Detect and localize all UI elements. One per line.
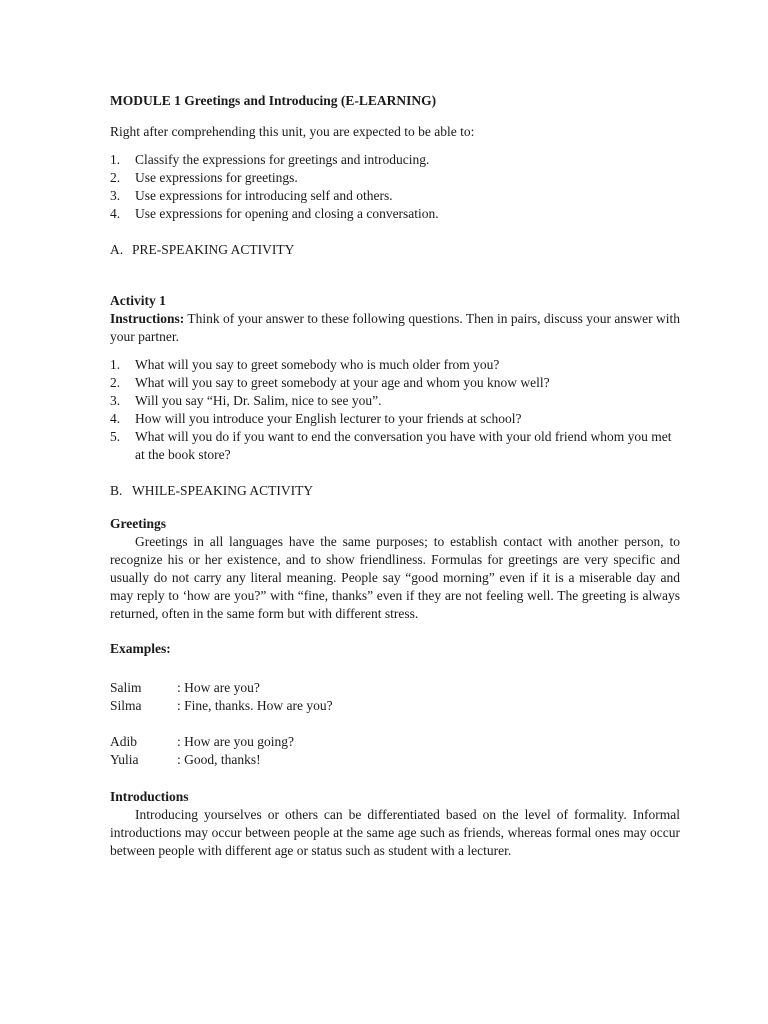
list-text: How will you introduce your English lecturer to your friends at school? bbox=[135, 411, 522, 426]
dialog-line: : How are you going? bbox=[177, 734, 294, 749]
dialog-row bbox=[110, 733, 680, 751]
list-item bbox=[110, 205, 680, 223]
greetings-paragraph: Greetings in all languages have the same purposes; to establish contact with another person, to recognize his or her existence, and to show friendliness. Formulas for greetings are very specific and usually do not carry any literal meaning. People say “good morning” even if it is a miserable day and may reply to ‘how are you?” with “fine, thanks” even if they are not feeling well. The greeting is always returned, often in the same form but with different stress. bbox=[110, 534, 680, 621]
section-letter: B. bbox=[110, 483, 123, 498]
section-title: PRE-SPEAKING ACTIVITY bbox=[132, 242, 295, 257]
instructions-text: Think of your answer to these following questions. Then in pairs, discuss your answer with your partner. bbox=[110, 311, 680, 344]
dialog-speaker: Adib bbox=[110, 734, 137, 749]
dialog-line: : Good, thanks! bbox=[177, 752, 261, 767]
dialog-line: : Fine, thanks. How are you? bbox=[177, 698, 333, 713]
examples-heading: Examples: bbox=[110, 641, 171, 656]
list-number: 5. bbox=[110, 429, 121, 444]
list-number: 1. bbox=[110, 152, 121, 167]
section-a-heading bbox=[110, 241, 680, 259]
list-item bbox=[110, 356, 680, 374]
dialog-speaker: Yulia bbox=[110, 752, 139, 767]
list-text: Use expressions for introducing self and others. bbox=[135, 188, 393, 203]
list-number: 2. bbox=[110, 375, 121, 390]
module-title: MODULE 1 Greetings and Introducing (E-LEARNING) bbox=[110, 93, 437, 108]
list-item bbox=[110, 187, 680, 205]
dialog-speaker: Salim bbox=[110, 680, 142, 695]
introductions-heading: Introductions bbox=[110, 789, 189, 804]
list-number: 2. bbox=[110, 170, 121, 185]
list-text: What will you say to greet somebody who is much older from you? bbox=[135, 357, 500, 372]
list-text: Use expressions for greetings. bbox=[135, 170, 298, 185]
document-content bbox=[110, 92, 680, 860]
section-letter: A. bbox=[110, 242, 124, 257]
list-text: Classify the expressions for greetings and introducing. bbox=[135, 152, 430, 167]
greetings-heading: Greetings bbox=[110, 516, 166, 531]
list-item bbox=[110, 169, 680, 187]
dialog-row bbox=[110, 697, 680, 715]
dialog-row bbox=[110, 751, 680, 769]
list-number: 3. bbox=[110, 393, 121, 408]
instructions-label: Instructions: bbox=[110, 311, 185, 326]
list-text: Use expressions for opening and closing a conversation. bbox=[135, 206, 439, 221]
introductions-paragraph: Introducing yourselves or others can be differentiated based on the level of formality. Informal introductions may occur between people at the same age such as friends, whereas formal ones may occur between people with different age or status such as student with a lecturer. bbox=[110, 807, 680, 858]
list-item bbox=[110, 428, 680, 464]
activity-title: Activity 1 bbox=[110, 293, 166, 308]
dialog-row bbox=[110, 679, 680, 697]
list-item bbox=[110, 151, 680, 169]
objectives-list bbox=[110, 151, 680, 223]
dialog-spacer bbox=[110, 715, 680, 733]
example-dialog bbox=[110, 679, 680, 769]
list-text: What will you say to greet somebody at your age and whom you know well? bbox=[135, 375, 550, 390]
section-b-heading bbox=[110, 482, 680, 500]
list-number: 1. bbox=[110, 357, 121, 372]
list-text: What will you do if you want to end the conversation you have with your old friend whom you met at the book store? bbox=[135, 429, 672, 462]
activity-instructions bbox=[110, 310, 680, 346]
list-item bbox=[110, 392, 680, 410]
list-number: 4. bbox=[110, 206, 121, 221]
list-number: 4. bbox=[110, 411, 121, 426]
dialog-line: : How are you? bbox=[177, 680, 260, 695]
questions-list bbox=[110, 356, 680, 464]
list-text: Will you say “Hi, Dr. Salim, nice to see you”. bbox=[135, 393, 382, 408]
list-item bbox=[110, 410, 680, 428]
list-number: 3. bbox=[110, 188, 121, 203]
intro-text: Right after comprehending this unit, you are expected to be able to: bbox=[110, 124, 475, 139]
dialog-speaker: Silma bbox=[110, 698, 142, 713]
section-title: WHILE-SPEAKING ACTIVITY bbox=[132, 483, 314, 498]
list-item bbox=[110, 374, 680, 392]
